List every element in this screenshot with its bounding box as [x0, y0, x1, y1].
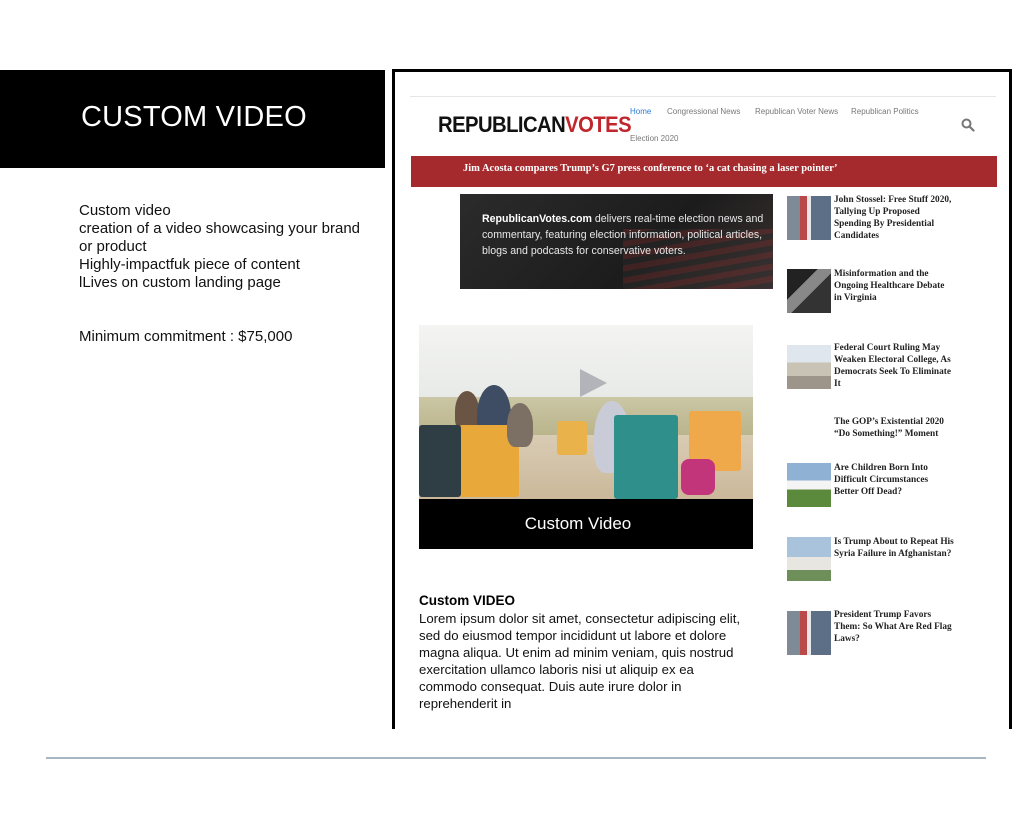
video-chair: [419, 425, 461, 497]
nav-congressional-news[interactable]: Congressional News: [667, 107, 741, 116]
story-link[interactable]: John Stossel: Free Stuff 2020, Tallying Up Proposed Spending By Presidential Candidates: [834, 195, 952, 241]
story-link[interactable]: Are Children Born Into Difficult Circumstances Better Off Dead?: [834, 463, 929, 497]
logo-part-black: REPUBLICAN: [438, 112, 566, 137]
search-icon[interactable]: [961, 118, 975, 132]
promo-box: [460, 194, 773, 289]
story-thumbnail[interactable]: [787, 611, 831, 655]
header-divider: [410, 96, 996, 97]
description-line: Highly-impactfuk piece of content: [79, 256, 300, 273]
story-link[interactable]: The GOP’s Existential 2020 “Do Something!” Moment: [834, 417, 944, 439]
banner-headline: Jim Acosta compares Trump’s G7 press conference to ‘a cat chasing a laser pointer’: [463, 163, 838, 174]
article-line: reprehenderit in: [419, 696, 512, 711]
description-line: Custom video: [79, 202, 171, 219]
play-icon[interactable]: [580, 369, 607, 397]
promo-site-name: RepublicanVotes.com: [482, 213, 592, 225]
article-line: sed do eiusmod tempor incididunt ut labore et dolore: [419, 628, 727, 643]
description-line: lLives on custom landing page: [79, 274, 281, 291]
story-link[interactable]: Is Trump About to Repeat His Syria Failure in Afghanistan?: [834, 537, 954, 559]
video-player[interactable]: [419, 325, 753, 549]
article-title: Custom VIDEO: [419, 593, 516, 608]
story-thumbnail[interactable]: [787, 537, 831, 581]
story-link[interactable]: President Trump Favors Them: So What Are Red Flag Laws?: [834, 610, 952, 644]
video-chair: [614, 415, 678, 499]
nav-republican-politics[interactable]: Republican Politics: [851, 107, 919, 116]
story-thumbnail[interactable]: [787, 463, 831, 507]
nav-home[interactable]: Home: [630, 107, 652, 116]
nav-republican-voter-news[interactable]: Republican Voter News: [755, 107, 839, 116]
video-caption: Custom Video: [524, 514, 632, 533]
nav-election-2020[interactable]: Election 2020: [630, 134, 679, 143]
description-line: creation of a video showcasing your brand or product: [79, 220, 361, 255]
video-person: [507, 403, 533, 447]
story-thumbnail[interactable]: [787, 196, 831, 240]
article-line: commodo consequat. Duis aute irure dolor in: [419, 679, 682, 694]
title-bar: [0, 70, 385, 168]
promo-description: delivers real-time election news and commentary, featuring election information, political articles, blogs and podcasts for conservative voters.: [482, 213, 764, 257]
description-list: [79, 202, 369, 292]
video-bag: [681, 459, 715, 495]
promo-text: [482, 211, 767, 259]
article-line: exercitation ullamco laboris nisi ut aliquip ex ea: [419, 662, 694, 677]
footer-rule: [46, 757, 986, 759]
story-link[interactable]: Misinformation and the Ongoing Healthcare Debate in Virginia: [834, 269, 945, 303]
article-line: magna aliqua. Ut enim ad minim veniam, quis nostrud: [419, 645, 734, 660]
video-chair: [557, 421, 587, 455]
article-body: [419, 610, 769, 712]
story-link[interactable]: Federal Court Ruling May Weaken Electoral College, As Democrats Seek To Eliminate It: [834, 343, 951, 389]
minimum-commitment: Minimum commitment : $75,000: [79, 328, 293, 345]
site-logo[interactable]: [438, 112, 631, 138]
article-line: Lorem ipsum dolor sit amet, consectetur adipiscing elit,: [419, 611, 741, 626]
logo-part-red: VOTES: [565, 112, 632, 137]
story-thumbnail[interactable]: [787, 345, 831, 389]
slide-title: CUSTOM VIDEO: [81, 101, 307, 133]
breaking-banner[interactable]: [411, 156, 997, 187]
story-thumbnail[interactable]: [787, 269, 831, 313]
